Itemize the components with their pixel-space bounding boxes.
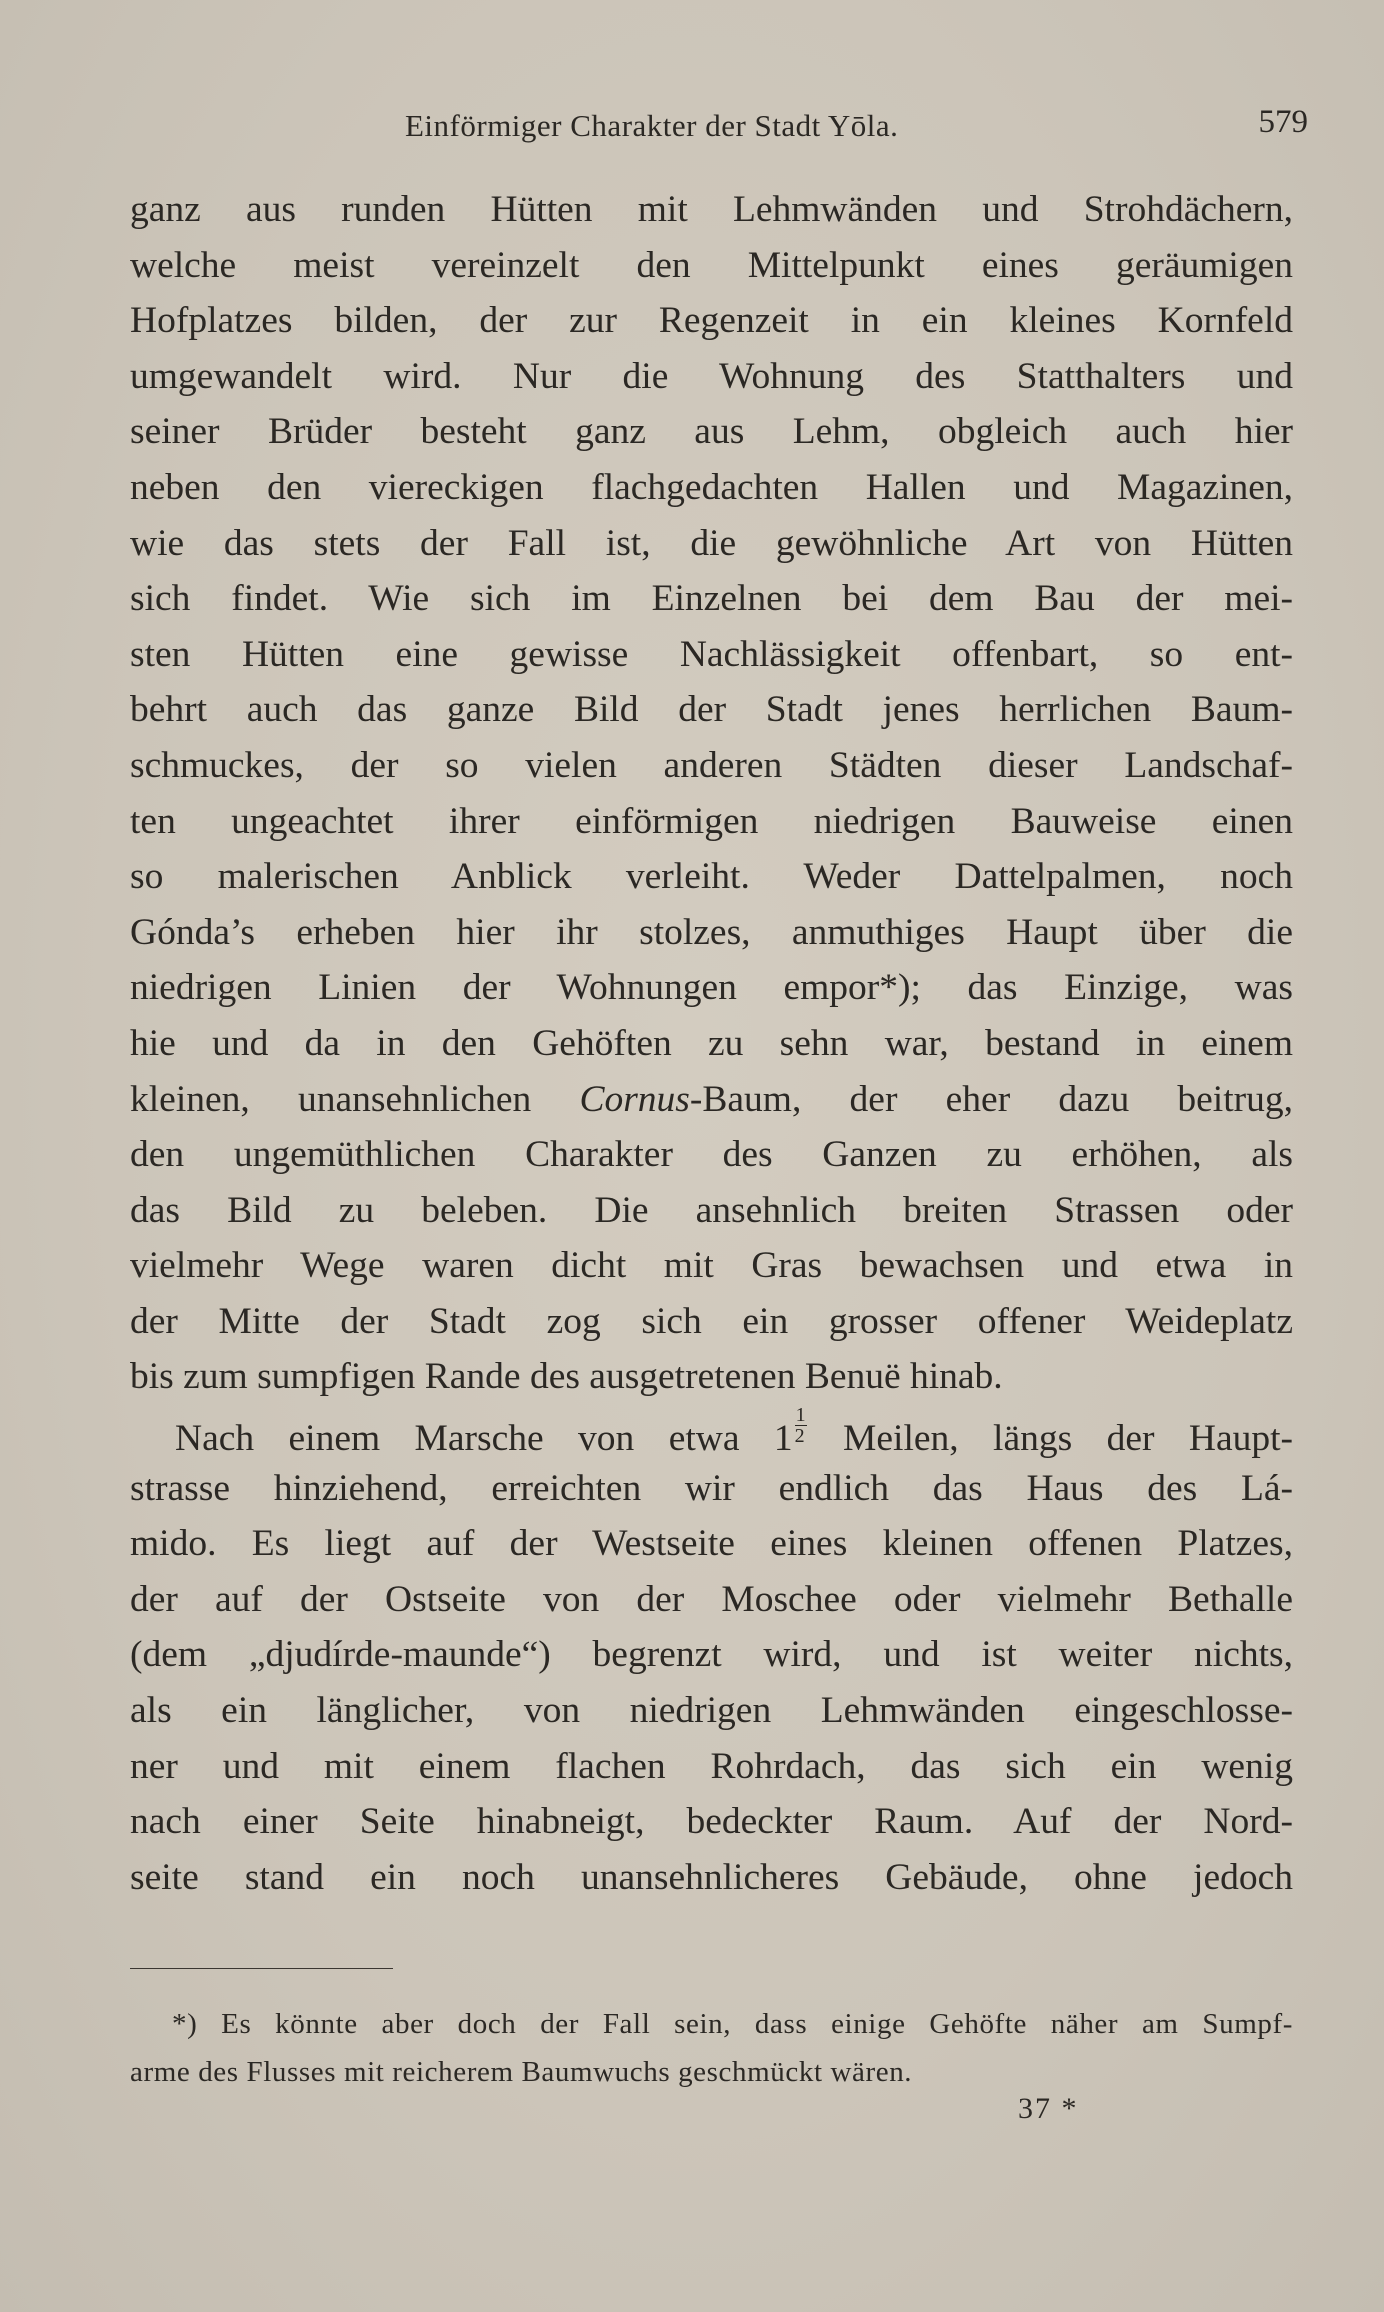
running-title: Einförmiger Charakter der Stadt Yōla. bbox=[405, 108, 899, 143]
text-line: seite stand ein noch unansehnlicheres Gebäude, ohne jedoch bbox=[130, 1856, 1293, 1898]
text-line: vielmehr Wege waren dicht mit Gras bewachsen und etwa in bbox=[130, 1245, 1293, 1287]
text-line: ten ungeachtet ihrer einförmigen niedrigen Bauweise einen bbox=[130, 800, 1293, 842]
text-line: schmuckes, der so vielen anderen Städten dieser Landschaf- bbox=[130, 744, 1293, 786]
text-line: nach einer Seite hinabneigt, bedeckter Raum. Auf der Nord- bbox=[130, 1801, 1293, 1843]
text-line: umgewandelt wird. Nur die Wohnung des Statthalters und bbox=[130, 355, 1293, 397]
text-segment: kleinen, unansehnlichen bbox=[130, 1078, 580, 1120]
page-number: 579 bbox=[1258, 104, 1308, 140]
text-line-cornus bbox=[130, 1072, 1293, 1128]
footnote-line: *) Es könnte aber doch der Fall sein, dass einige Gehöfte näher am Sumpf- bbox=[172, 2008, 1293, 2040]
text-line: Hofplatzes bilden, der zur Regenzeit in ein kleines Kornfeld bbox=[130, 300, 1293, 342]
fraction-numerator: 1 bbox=[795, 1404, 806, 1427]
text-line: sten Hütten eine gewisse Nachlässigkeit offenbart, so ent- bbox=[130, 633, 1293, 675]
text-line-fraction bbox=[130, 1405, 1293, 1461]
text-line: als ein länglicher, von niedrigen Lehmwänden eingeschlosse- bbox=[130, 1690, 1293, 1732]
footnote-line: arme des Flusses mit reicherem Baumwuchs geschmückt wären. bbox=[130, 2056, 913, 2088]
text-line: sich findet. Wie sich im Einzelnen bei dem Bau der mei- bbox=[130, 578, 1293, 620]
text-line: das Bild zu beleben. Die ansehnlich breiten Strassen oder bbox=[130, 1189, 1293, 1231]
italic-term: Cornus bbox=[579, 1078, 690, 1120]
fraction bbox=[795, 1405, 807, 1446]
text-line: der auf der Ostseite von der Moschee oder vielmehr Bethalle bbox=[130, 1578, 1293, 1620]
text-line: wie das stets der Fall ist, die gewöhnliche Art von Hütten bbox=[130, 522, 1293, 564]
text-line: bis zum sumpfigen Rande des ausgetretenen Benuë hinab. bbox=[130, 1356, 1003, 1398]
text-line: Gónda’s erheben hier ihr stolzes, anmuthiges Haupt über die bbox=[130, 911, 1293, 953]
page-header bbox=[130, 100, 1308, 150]
text-line: neben den viereckigen flachgedachten Hallen und Magazinen, bbox=[130, 466, 1293, 508]
fraction-denominator: 2 bbox=[794, 1425, 805, 1448]
text-segment: -Baum, der eher dazu beitrug, bbox=[689, 1078, 1294, 1120]
text-line: welche meist vereinzelt den Mittelpunkt eines geräumigen bbox=[130, 244, 1293, 286]
text-line: ganz aus runden Hütten mit Lehmwänden und Strohdächern, bbox=[130, 189, 1293, 230]
text-line: der Mitte der Stadt zog sich ein grosser offener Weideplatz bbox=[130, 1300, 1293, 1342]
body-text bbox=[130, 182, 1293, 1905]
text-line: strasse hinziehend, erreichten wir endlich das Haus des Lá- bbox=[130, 1467, 1293, 1509]
text-line: hie und da in den Gehöften zu sehn war, bestand in einem bbox=[130, 1022, 1293, 1064]
text-line: seiner Brüder besteht ganz aus Lehm, obgleich auch hier bbox=[130, 411, 1293, 453]
text-line: mido. Es liegt auf der Westseite eines kleinen offenen Platzes, bbox=[130, 1523, 1293, 1565]
signature-mark: 37 * bbox=[1018, 2092, 1079, 2125]
text-segment: Nach einem Marsche von etwa 1 bbox=[175, 1418, 793, 1460]
footnote-divider bbox=[130, 1968, 393, 1969]
text-line: so malerischen Anblick verleiht. Weder Dattelpalmen, noch bbox=[130, 856, 1293, 898]
text-line: den ungemüthlichen Charakter des Ganzen zu erhöhen, als bbox=[130, 1134, 1293, 1176]
footnote bbox=[130, 2000, 1293, 2096]
text-line: behrt auch das ganze Bild der Stadt jenes herrlichen Baum- bbox=[130, 689, 1293, 731]
text-segment: Meilen, längs der Haupt- bbox=[808, 1418, 1293, 1460]
text-line: (dem „djudírde-maunde“) begrenzt wird, und ist weiter nichts, bbox=[130, 1634, 1293, 1676]
text-line: ner und mit einem flachen Rohrdach, das sich ein wenig bbox=[130, 1745, 1293, 1787]
text-line: niedrigen Linien der Wohnungen empor*); das Einzige, was bbox=[130, 967, 1293, 1009]
